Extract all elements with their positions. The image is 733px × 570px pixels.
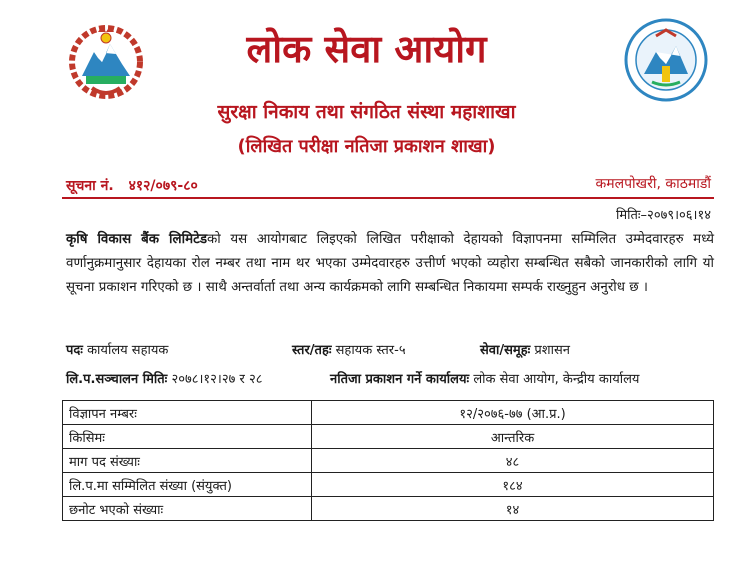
table-row (63, 473, 714, 497)
table-key: माग पद संख्याः (63, 449, 312, 473)
level-label: स्तर/तहः (292, 343, 332, 358)
result-office-label: नतिजा प्रकाशन गर्ने कार्यालयः (330, 372, 470, 387)
notice-number-label: सूचना नं. (66, 178, 114, 194)
notice-date: मितिः–२०७९।०६।१४ (616, 208, 711, 223)
level-value: सहायक स्तर-५ (335, 343, 406, 358)
table-row (63, 449, 714, 473)
result-office-value: लोक सेवा आयोग, केन्द्रीय कार्यालय (473, 372, 640, 387)
table-key: विज्ञापन नम्बरः (63, 401, 312, 425)
table-value: १२/२०७६-७७ (आ.प्र.) (312, 401, 714, 425)
post-value: कार्यालय सहायक (87, 343, 169, 358)
post-info-row (66, 340, 168, 358)
table-value: आन्तरिक (312, 425, 714, 449)
exam-date-info (66, 369, 262, 387)
table-value: ४८ (312, 449, 714, 473)
page-title: लोक सेवा आयोग (246, 26, 487, 71)
organization-name: कृषि विकास बैंक लिमिटेड (66, 232, 207, 247)
table-key: किसिमः (63, 425, 312, 449)
table-row (63, 401, 714, 425)
table-key: छनोट भएको संख्याः (63, 497, 312, 521)
table-row (63, 425, 714, 449)
level-info (292, 340, 406, 358)
table-key: लि.प.मा सम्मिलित संख्या (संयुक्त) (63, 473, 312, 497)
service-info (480, 340, 570, 358)
division-name: सुरक्षा निकाय तथा संगठित संस्था महाशाखा (217, 101, 516, 123)
notice-body (66, 228, 714, 300)
result-office-info (330, 369, 639, 387)
office-location: कमलपोखरी, काठमाडौं (595, 176, 711, 192)
advertisement-table (62, 400, 714, 521)
header-divider (62, 197, 714, 199)
section-name: (लिखित परीक्षा नतिजा प्रकाशन शाखा) (237, 136, 496, 157)
service-label: सेवा/समूहः (480, 343, 531, 358)
table-value: १८४ (312, 473, 714, 497)
post-label: पदः (66, 343, 83, 358)
notice-number-value: ४१२/०७९-८० (128, 178, 198, 194)
exam-date-label: लि.प.सञ्चालन मितिः (66, 372, 168, 387)
notice-number (66, 176, 208, 195)
exam-date-value: २०७८।१२।२७ र २८ (171, 372, 263, 387)
table-value: १४ (312, 497, 714, 521)
notice-text: को यस आयोगबाट लिइएको लिखित परीक्षाको देहायको विज्ञापनमा सम्मिलित उम्मेदवारहरु मध्ये वर्णानुक्रमानुसार देहायका रोल नम्बर तथा नाम थर भएका उम्मेदवारहरु उत्तीर्ण भएको व्यहोरा सम्बन्धित सबैको जानकारीको लागि यो सूचना प्रकाशन गरिएको छ । साथै अन्तर्वार्ता तथा अन्य कार्यक्रमको लागि सम्बन्धित निकायमा सम्पर्क राख्नुहुन अनुरोध छ । (66, 232, 714, 295)
service-value: प्रशासन (534, 343, 570, 358)
table-row (63, 497, 714, 521)
